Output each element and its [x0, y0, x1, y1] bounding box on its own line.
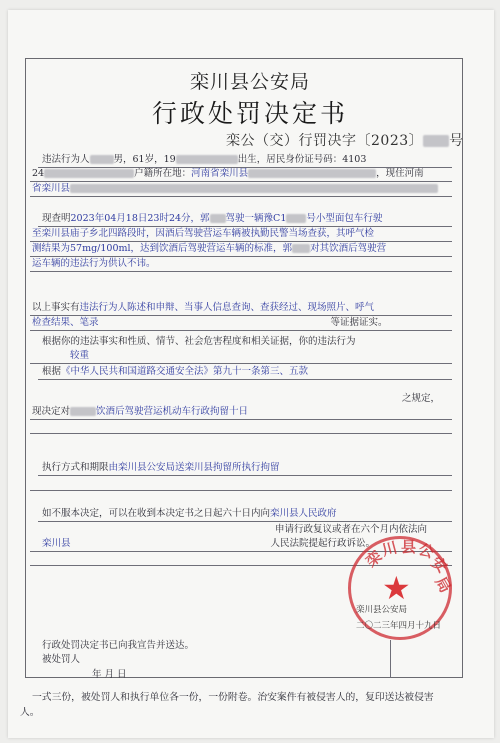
- rule: [30, 315, 452, 316]
- decision-line: 现决定对 饮酒后驾驶营运机动车行政拘留十日: [32, 406, 249, 417]
- appeal-line-3: 栾川县 人民法院提起行政诉讼。: [42, 538, 376, 549]
- seal-char: 栾: [362, 547, 386, 571]
- seal-char: 安: [427, 553, 451, 577]
- facts-line-2: 至栾川县庙子乡北四路段时，因酒后驾驶营运车辆被执勤民警当场查获，其呼气检: [32, 228, 375, 239]
- service-date: 年 月 日: [92, 669, 127, 680]
- rule: [38, 226, 452, 227]
- seal-char: 公: [416, 540, 437, 562]
- basis-law: 根据《中华人民共和国道路交通安全法》第九十一条第三、五款: [42, 366, 309, 377]
- execution-line: 执行方式和期限由栾川县公安局送栾川县拘留所执行拘留: [42, 462, 280, 473]
- seal-char: 县: [401, 538, 417, 556]
- rule: [30, 271, 452, 272]
- rule: [30, 241, 452, 242]
- redacted-number: [423, 135, 449, 147]
- document-number: 栾公（交）行罚决字〔2023〕 号: [226, 133, 464, 149]
- basis-provision: 之规定，: [402, 393, 441, 404]
- appeal-line-2: 申请行政复议或者在六个月内依法向: [275, 524, 428, 535]
- stamp-date: 二〇二三年四月十九日: [356, 621, 442, 631]
- footer-note-1: 一式三份，被处罚人和执行单位各一份，一份附卷。治安案件有被侵害人的，复印送达被侵害: [32, 692, 434, 703]
- facts-line-4: 运车辆的违法行为供认不讳。: [32, 258, 156, 269]
- rule: [30, 256, 452, 257]
- seal-char: 局: [431, 573, 455, 596]
- seal-char: 川: [380, 538, 400, 560]
- rule: [30, 181, 452, 182]
- stamp-org: 栾川县公安局: [356, 605, 408, 615]
- party-line-1: 违法行为人 男，61岁，19 出生，居民身份证号码：4103: [42, 154, 367, 165]
- party-line-2: 24 户籍所在地：河南省栾川县 ，现住河南: [32, 168, 424, 179]
- facts-line-1: 现查明2023年04月18日23时24分，郭 驾驶一辆豫C1 号小型面包车行驶: [42, 213, 383, 224]
- agency-title: 栾川县公安局: [189, 71, 310, 93]
- footer-note-2: 人。: [20, 707, 40, 718]
- rule: [30, 490, 452, 491]
- rule: [38, 475, 452, 476]
- rule: [30, 433, 452, 434]
- basis-line-1: 根据你的违法事实和性质、情节、社会危害程度和相关证据，你的违法行为: [42, 336, 356, 347]
- seal-star-icon: ★: [382, 569, 411, 607]
- facts-line-3: 测结果为57mg/100ml，达到饮酒后驾驶营运车辆的标准，郭 对其饮酒后驾驶营: [32, 243, 387, 254]
- rule: [30, 330, 452, 331]
- rule: [38, 521, 452, 522]
- redacted-id: [44, 169, 134, 178]
- service-line-1: 行政处罚决定书已向我宣告并送达。: [42, 640, 195, 651]
- redacted-birthdate: [176, 155, 238, 164]
- document-title: 行政处罚决定书: [151, 99, 348, 128]
- rule: [38, 379, 452, 380]
- redacted-address: [248, 169, 376, 178]
- redacted-residence: [70, 184, 438, 193]
- evidence-line-1: 以上事实有违法行为人陈述和申辩、当事人信息查询、查获经过、现场照片、呼气: [32, 302, 375, 313]
- appeal-line-1: 如不服本决定，可以在收到本决定书之日起六十日内向栾川县人民政府: [42, 508, 337, 519]
- rule: [30, 363, 452, 364]
- basis-severity: 较重: [70, 350, 90, 361]
- evidence-line-2: 检查结果、笔录 等证据证实。: [32, 317, 388, 328]
- rule: [30, 419, 452, 420]
- service-line-2: 被处罚人: [42, 654, 81, 665]
- rule: [30, 196, 452, 197]
- party-line-3: 省栾川县: [32, 183, 438, 194]
- divider: [390, 640, 391, 678]
- redacted-name: [90, 155, 114, 164]
